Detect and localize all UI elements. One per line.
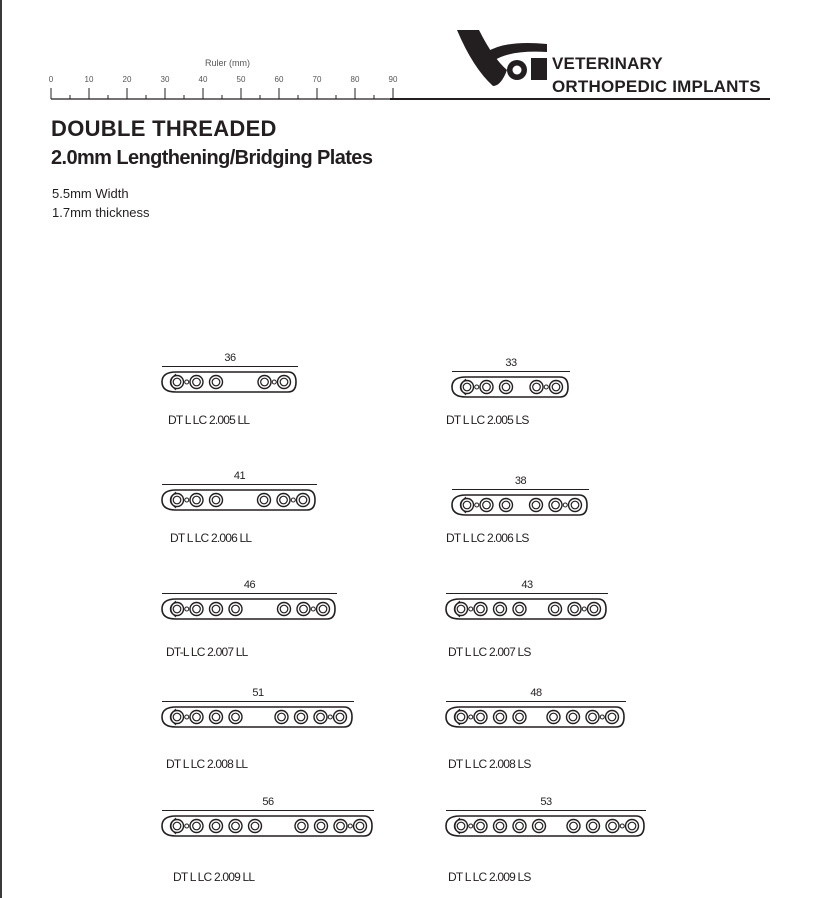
ruler-label: 30	[160, 75, 170, 84]
plate-length-label: 43	[521, 579, 533, 591]
plate-diagram-icon	[160, 488, 319, 512]
plate-dimension-line	[452, 371, 570, 372]
plate-diagram-icon	[444, 705, 628, 729]
ruler-label: 50	[236, 75, 246, 84]
plate-dimension-line	[446, 593, 608, 594]
ruler-label: 60	[274, 75, 284, 84]
logo-text-line1: VETERINARY	[552, 54, 663, 73]
plate-dimension-line	[446, 701, 626, 702]
page-subtitle: 2.0mm Lengthening/Bridging Plates	[51, 147, 373, 169]
plate-code-label: DT L LC 2.005 LL	[168, 413, 250, 427]
plate-diagram-icon	[160, 597, 339, 621]
plate-dimension-line	[446, 810, 646, 811]
plate-diagram-icon	[444, 597, 610, 621]
plate-length-label: 53	[540, 796, 552, 808]
plate-length-label: 56	[262, 796, 274, 808]
plate-code-label: DT L LC 2.007 LS	[448, 645, 531, 659]
header-divider	[390, 98, 770, 100]
plate-dimension-line	[162, 593, 337, 594]
ruler-label: 0	[48, 75, 54, 84]
ruler-label: 10	[84, 75, 94, 84]
plate-code-label: DT L LC 2.009 LL	[173, 870, 255, 884]
plate-code-label: DT L LC 2.008 LL	[166, 757, 248, 771]
plate-length-label: 38	[514, 475, 527, 487]
plate-code-label: DT L LC 2.005 LS	[446, 413, 529, 427]
plate-dimension-line	[162, 484, 317, 485]
plate-dimension-line	[162, 701, 354, 702]
plate-length-label: 33	[505, 357, 517, 369]
logo-text-line2: ORTHOPEDIC IMPLANTS	[552, 77, 761, 96]
ruler-scale	[40, 85, 420, 101]
plate-length-label: 46	[243, 579, 256, 591]
spec-width: 5.5mm Width	[52, 186, 129, 201]
plate-length-label: 51	[252, 687, 264, 699]
ruler-label: 20	[122, 75, 132, 84]
plate-diagram-icon	[160, 370, 300, 394]
plate-length-label: 41	[233, 470, 246, 482]
page-title: DOUBLE THREADED	[51, 116, 277, 141]
ruler	[40, 55, 420, 105]
spec-thickness: 1.7mm thickness	[52, 205, 150, 220]
ruler-label: 40	[198, 75, 208, 84]
plate-dimension-line	[452, 489, 589, 490]
plate-dimension-line	[162, 810, 374, 811]
plate-code-label: DT L LC 2.006 LL	[170, 531, 252, 545]
plate-diagram-icon	[450, 493, 591, 517]
plate-code-label: DT-L LC 2.007 LL	[166, 645, 248, 659]
plate-diagram-icon	[160, 705, 356, 729]
plate-diagram-icon	[160, 814, 376, 838]
page-left-border	[0, 0, 2, 898]
plate-diagram-icon	[450, 375, 572, 399]
plate-dimension-line	[162, 366, 298, 367]
ruler-title: Ruler (mm)	[205, 58, 250, 68]
voi-logo-icon	[455, 28, 555, 90]
plate-length-label: 36	[224, 352, 236, 364]
plate-code-label: DT L LC 2.009 LS	[448, 870, 531, 884]
ruler-label: 80	[350, 75, 360, 84]
plate-code-label: DT L LC 2.006 LS	[446, 531, 529, 545]
plate-diagram-icon	[444, 814, 648, 838]
plate-length-label: 48	[530, 687, 542, 699]
plate-code-label: DT L LC 2.008 LS	[448, 757, 531, 771]
ruler-label: 70	[312, 75, 322, 84]
company-logo	[455, 28, 775, 103]
ruler-label: 90	[388, 75, 398, 84]
